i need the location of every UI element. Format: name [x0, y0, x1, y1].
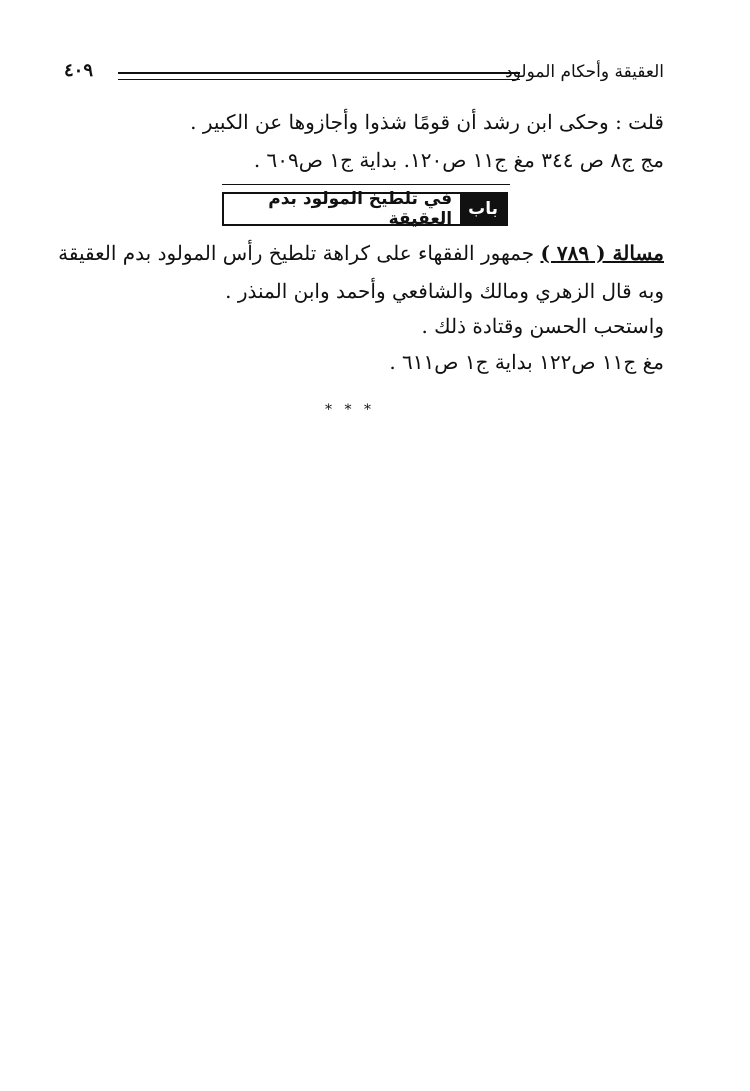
masala-number-label: مسالة ( ٧٨٩ ) [540, 241, 664, 265]
masala-line-1-text: جمهور الفقهاء على كراهة تلطيخ رأس المولود بدم العقيقة [58, 241, 535, 265]
header-rule [118, 72, 520, 80]
intro-line-2: مج ج٨ ص ٣٤٤ مغ ج١١ ص١٢٠. بداية ج١ ص٦٠٩ . [253, 148, 664, 172]
masala-line-3: واستحب الحسن وقتادة ذلك . [421, 314, 664, 338]
section-heading [222, 189, 508, 229]
running-header-title: العقيقة وأحكام المولود [505, 62, 664, 82]
masala-line-2: وبه قال الزهري ومالك والشافعي وأحمد وابن المنذر . [225, 279, 664, 303]
masala-line-4: مغ ج١١ ص١٢٢ بداية ج١ ص٦١١ . [389, 350, 664, 374]
intro-line-1: قلت : وحكى ابن رشد أن قومًا شذوا وأجازوها عن الكبير . [190, 110, 664, 134]
section-separator-stars: * * * [325, 402, 375, 418]
page-number: ٤٠٩ [64, 60, 94, 81]
section-top-rule [222, 184, 510, 185]
section-heading-label: باب [460, 194, 506, 224]
masala-line-1 [58, 243, 664, 263]
section-heading-title: في تلطيخ المولود بدم العقيقة [268, 189, 453, 229]
